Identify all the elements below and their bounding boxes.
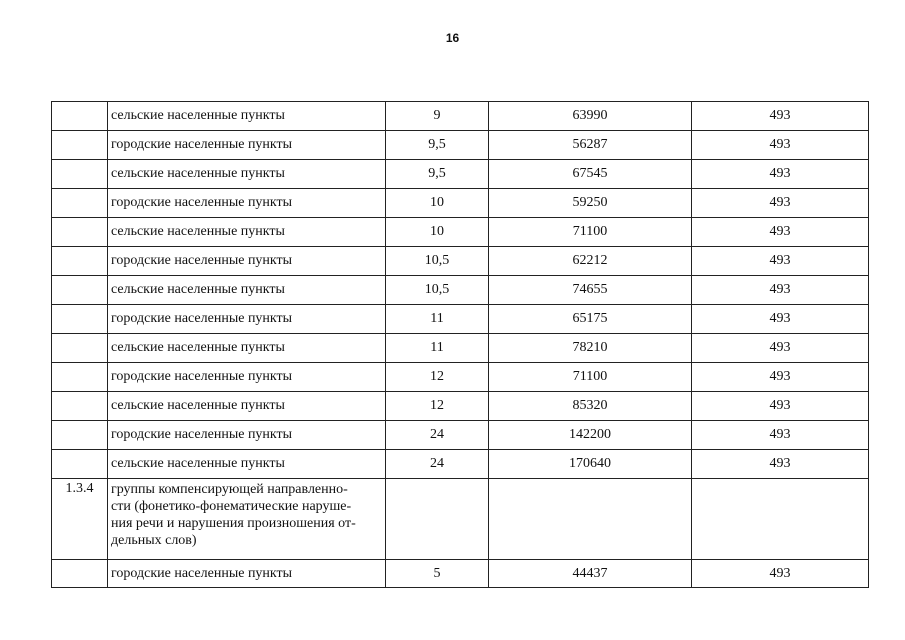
row-name-cell: городские населенные пункты [108, 363, 386, 392]
value-b-cell: 62212 [489, 247, 692, 276]
value-b-cell: 44437 [489, 560, 692, 588]
value-c-cell: 493 [692, 392, 869, 421]
value-a-cell: 10 [386, 218, 489, 247]
table-row [52, 421, 869, 450]
row-name-cell: сельские населенные пункты [108, 450, 386, 479]
table-row [52, 276, 869, 305]
value-c-cell: 493 [692, 102, 869, 131]
row-name-cell: городские населенные пункты [108, 560, 386, 588]
value-c-cell: 493 [692, 450, 869, 479]
value-a-cell: 10,5 [386, 276, 489, 305]
table-row [52, 392, 869, 421]
row-number-cell [52, 392, 108, 421]
row-name-cell: группы компенсирующей направленно- сти (фонетико-фонематические наруше- ния речи и нарушения произношения от- дельных слов) [108, 479, 386, 560]
row-name-cell: городские населенные пункты [108, 305, 386, 334]
value-b-cell: 67545 [489, 160, 692, 189]
table-row [52, 218, 869, 247]
table-row [52, 160, 869, 189]
table-body [52, 102, 869, 588]
value-b-cell: 65175 [489, 305, 692, 334]
value-b-cell: 56287 [489, 131, 692, 160]
row-number-cell [52, 363, 108, 392]
value-a-cell: 24 [386, 450, 489, 479]
row-number-cell: 1.3.4 [52, 479, 108, 560]
value-a-cell [386, 479, 489, 560]
value-a-cell: 12 [386, 363, 489, 392]
value-c-cell: 493 [692, 560, 869, 588]
value-b-cell: 170640 [489, 450, 692, 479]
row-name-cell: сельские населенные пункты [108, 102, 386, 131]
value-c-cell: 493 [692, 305, 869, 334]
value-a-cell: 9,5 [386, 160, 489, 189]
table-row [52, 305, 869, 334]
value-a-cell: 9,5 [386, 131, 489, 160]
row-number-cell [52, 334, 108, 363]
value-c-cell [692, 479, 869, 560]
table-row [52, 334, 869, 363]
row-number-cell [52, 102, 108, 131]
value-b-cell: 78210 [489, 334, 692, 363]
table-row [52, 479, 869, 560]
table-row [52, 247, 869, 276]
value-b-cell: 85320 [489, 392, 692, 421]
table-row [52, 189, 869, 218]
value-c-cell: 493 [692, 334, 869, 363]
value-a-cell: 10,5 [386, 247, 489, 276]
value-a-cell: 9 [386, 102, 489, 131]
table-row [52, 450, 869, 479]
row-number-cell [52, 218, 108, 247]
row-name-cell: городские населенные пункты [108, 189, 386, 218]
value-a-cell: 11 [386, 305, 489, 334]
value-c-cell: 493 [692, 363, 869, 392]
value-a-cell: 11 [386, 334, 489, 363]
table-row [52, 131, 869, 160]
row-name-cell: сельские населенные пункты [108, 334, 386, 363]
value-c-cell: 493 [692, 421, 869, 450]
row-number-cell [52, 421, 108, 450]
row-number-cell [52, 276, 108, 305]
value-c-cell: 493 [692, 247, 869, 276]
row-name-cell: городские населенные пункты [108, 421, 386, 450]
table-row [52, 560, 869, 588]
value-b-cell: 63990 [489, 102, 692, 131]
value-b-cell: 74655 [489, 276, 692, 305]
tariff-table [51, 101, 869, 588]
value-c-cell: 493 [692, 189, 869, 218]
value-a-cell: 12 [386, 392, 489, 421]
value-c-cell: 493 [692, 160, 869, 189]
row-number-cell [52, 131, 108, 160]
value-a-cell: 5 [386, 560, 489, 588]
row-name-cell: сельские населенные пункты [108, 392, 386, 421]
row-number-cell [52, 560, 108, 588]
value-c-cell: 493 [692, 218, 869, 247]
value-b-cell [489, 479, 692, 560]
value-a-cell: 24 [386, 421, 489, 450]
row-number-cell [52, 450, 108, 479]
row-name-cell: городские населенные пункты [108, 247, 386, 276]
value-b-cell: 142200 [489, 421, 692, 450]
value-b-cell: 71100 [489, 218, 692, 247]
value-c-cell: 493 [692, 276, 869, 305]
row-name-cell: городские населенные пункты [108, 131, 386, 160]
row-number-cell [52, 189, 108, 218]
row-name-cell: сельские населенные пункты [108, 276, 386, 305]
page-number: 16 [445, 31, 460, 45]
table-row [52, 363, 869, 392]
value-b-cell: 59250 [489, 189, 692, 218]
value-c-cell: 493 [692, 131, 869, 160]
value-a-cell: 10 [386, 189, 489, 218]
row-name-cell: сельские населенные пункты [108, 160, 386, 189]
table-row [52, 102, 869, 131]
row-number-cell [52, 247, 108, 276]
row-number-cell [52, 160, 108, 189]
value-b-cell: 71100 [489, 363, 692, 392]
row-number-cell [52, 305, 108, 334]
row-name-cell: сельские населенные пункты [108, 218, 386, 247]
